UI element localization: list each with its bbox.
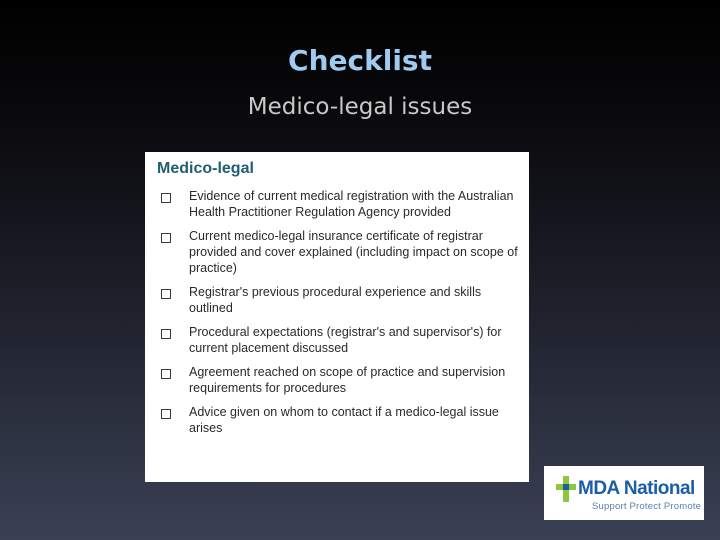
checklist-item-text: Procedural expectations (registrar's and supervisor's) for current placement discussed — [189, 325, 502, 355]
logo-name: MDA National — [578, 478, 695, 499]
slide-title: Checklist — [288, 44, 432, 77]
checklist-item-text: Evidence of current medical registration with the Australian Health Practitioner Regulation Agency provided — [189, 189, 514, 219]
checklist-item — [157, 404, 529, 436]
checkbox[interactable] — [161, 289, 171, 299]
checklist-item-text: Advice given on whom to contact if a medico-legal issue arises — [189, 405, 499, 435]
checklist-item — [157, 188, 529, 220]
checklist-item-text: Current medico-legal insurance certificate of registrar provided and cover explained (including impact on scope of practice) — [189, 229, 518, 275]
logo-tagline: Support Protect Promote — [592, 501, 702, 512]
checkbox[interactable] — [161, 233, 171, 243]
checklist-item-text: Registrar's previous procedural experience and skills outlined — [189, 285, 482, 315]
checklist-heading: Medico-legal — [157, 160, 254, 177]
mda-national-logo — [544, 466, 704, 520]
checklist-item — [157, 284, 529, 316]
checklist-item — [157, 364, 529, 396]
checklist-item — [157, 324, 529, 356]
checklist-card — [145, 152, 529, 482]
checkbox[interactable] — [161, 193, 171, 203]
slide-subtitle: Medico-legal issues — [247, 94, 473, 120]
checklist-item — [157, 228, 529, 276]
logo-mark-icon — [556, 476, 576, 502]
checklist-item-text: Agreement reached on scope of practice and supervision requirements for procedures — [189, 365, 506, 395]
checkbox[interactable] — [161, 329, 171, 339]
checkbox[interactable] — [161, 369, 171, 379]
checkbox[interactable] — [161, 409, 171, 419]
